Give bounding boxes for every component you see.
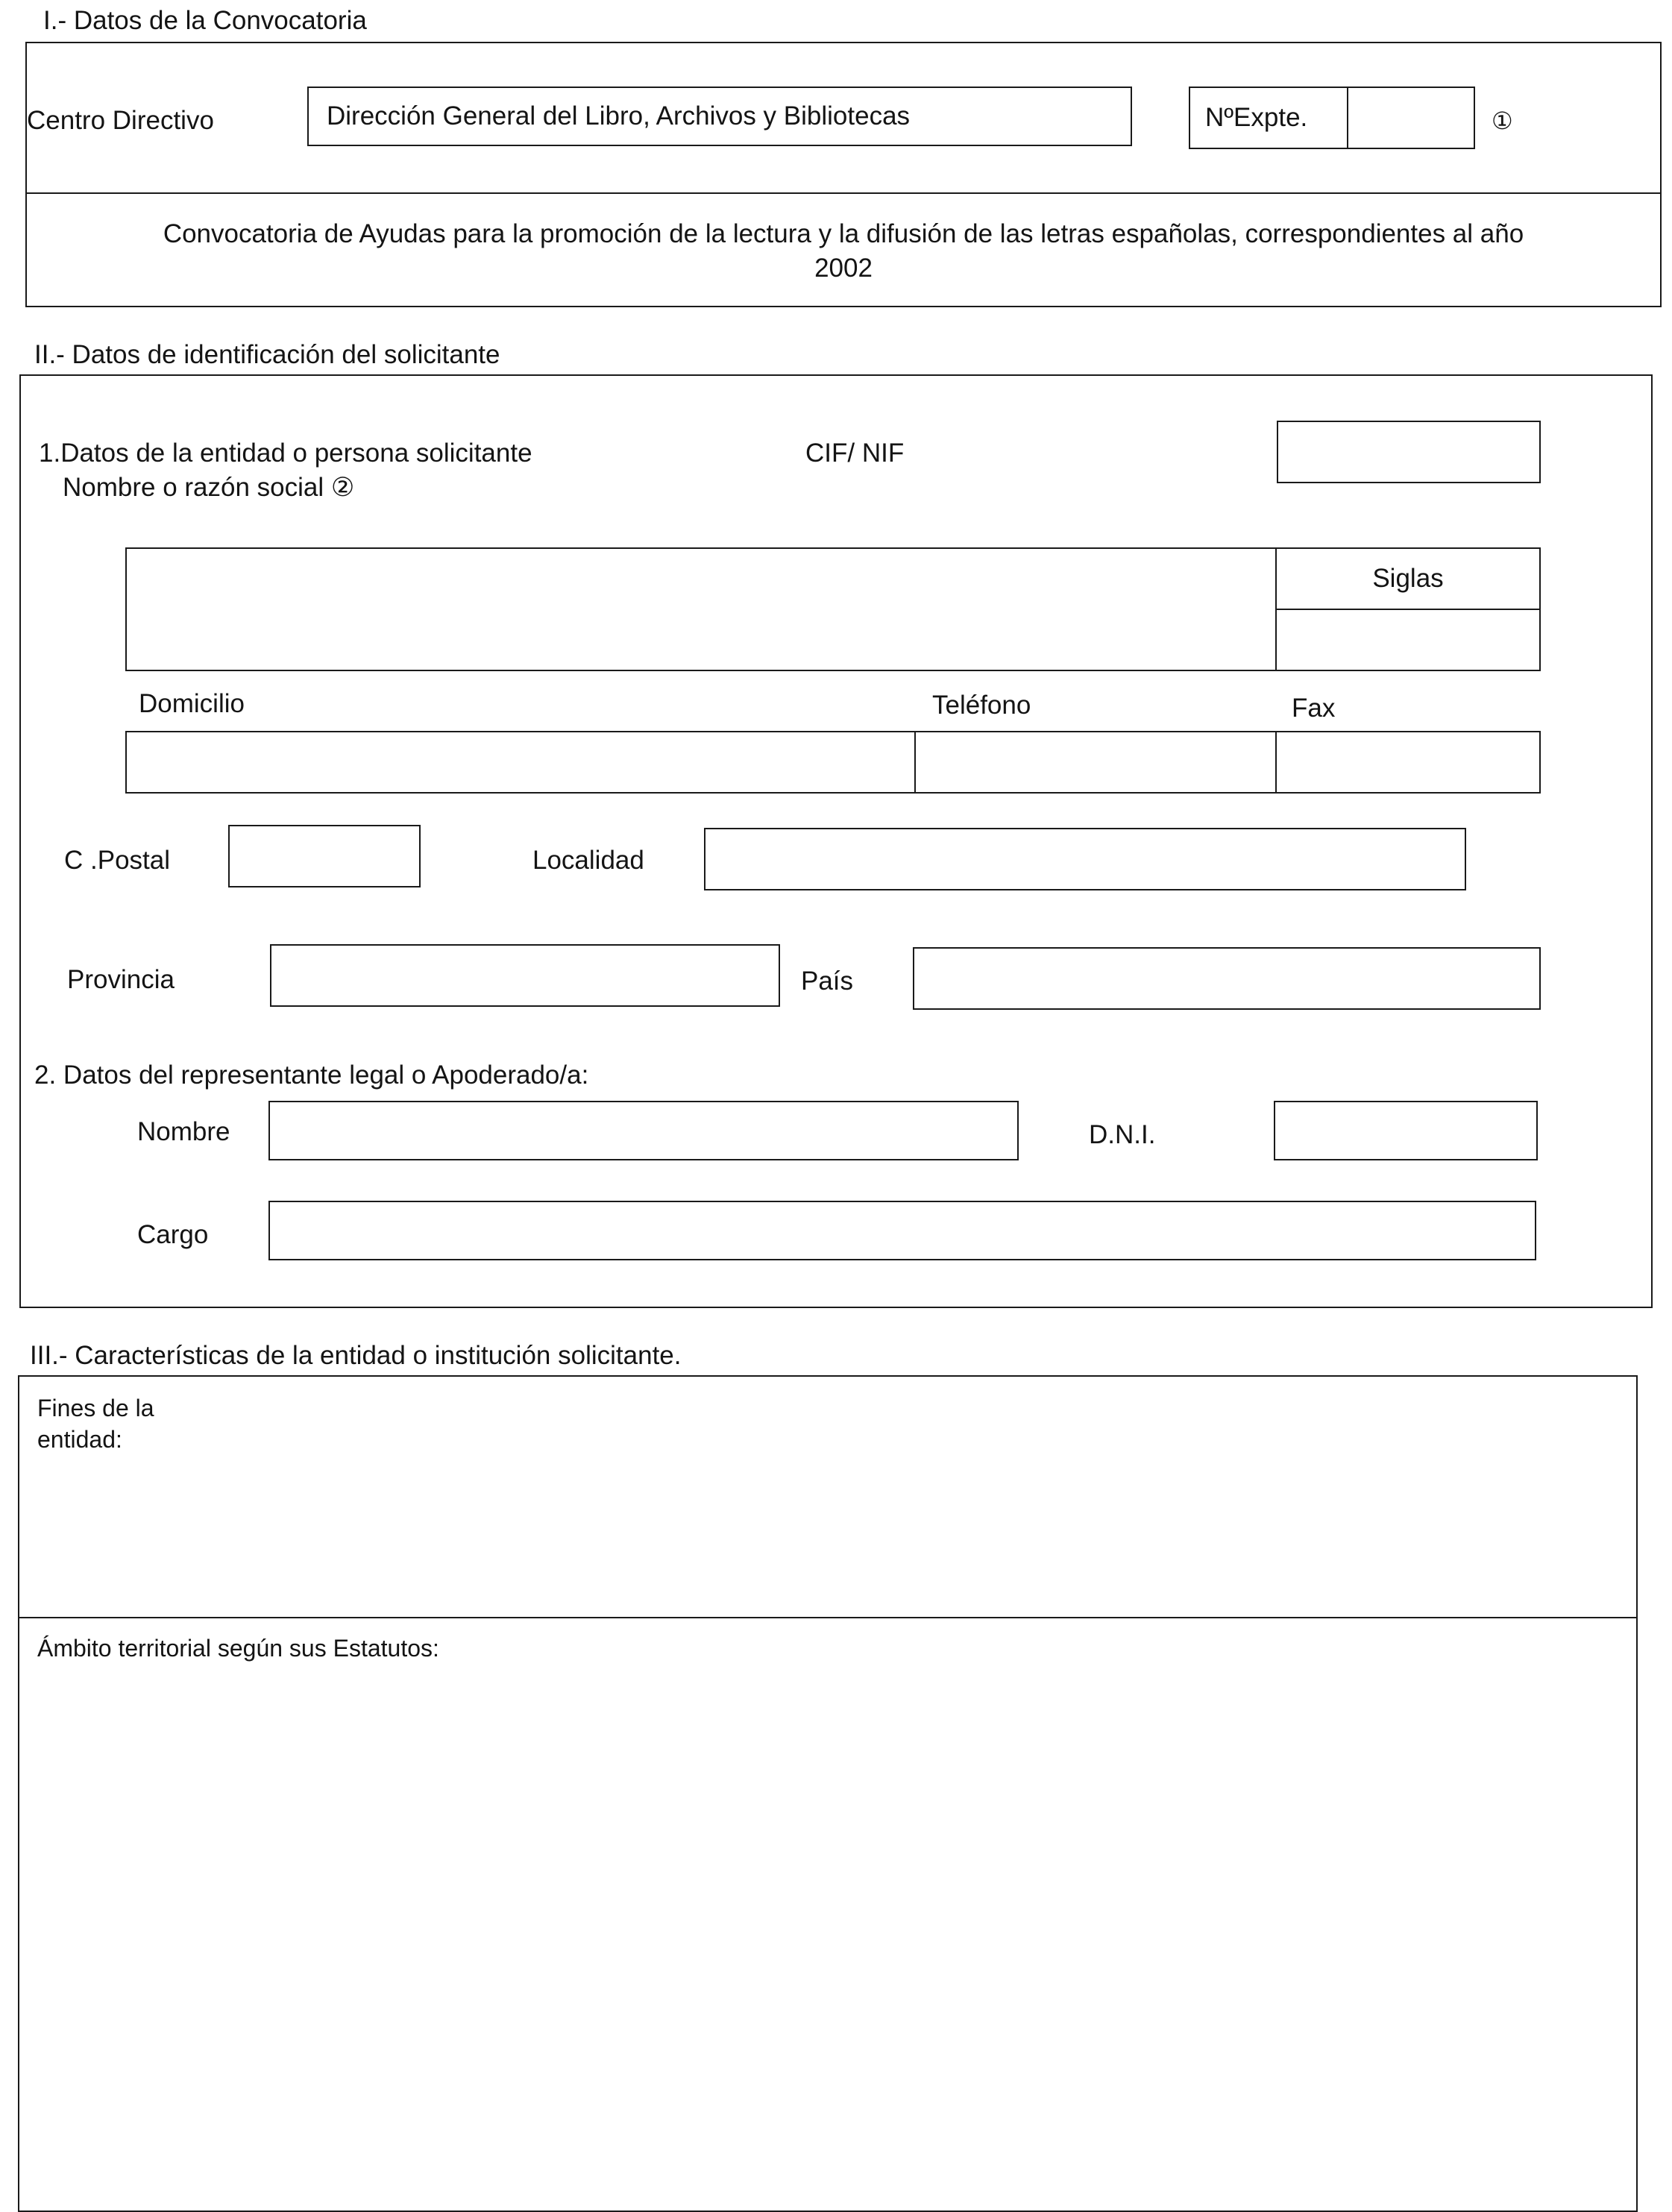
section-1-title: I.- Datos de la Convocatoria: [43, 6, 367, 35]
nombre-razon-social-input[interactable]: [125, 547, 1277, 671]
dni-input[interactable]: [1274, 1101, 1538, 1160]
section-3-title: III.- Características de la entidad o institución solicitante.: [30, 1341, 682, 1370]
fines-textarea[interactable]: [179, 1392, 1621, 1611]
codigo-postal-input[interactable]: [228, 825, 421, 887]
provincia-input[interactable]: [270, 944, 780, 1007]
section-3-divider: [18, 1617, 1638, 1618]
localidad-input[interactable]: [704, 828, 1466, 890]
domicilio-label: Domicilio: [139, 689, 245, 718]
centro-directivo-field[interactable]: [307, 87, 1132, 146]
telefono-label: Teléfono: [932, 691, 1031, 720]
expediente-label: NºExpte.: [1205, 103, 1308, 132]
cif-nif-input[interactable]: [1277, 421, 1541, 483]
fax-label: Fax: [1292, 694, 1336, 723]
dni-label: D.N.I.: [1089, 1120, 1156, 1149]
cargo-input[interactable]: [268, 1201, 1536, 1260]
expediente-input[interactable]: [1347, 87, 1475, 149]
fines-label-line-1: Fines de la: [37, 1395, 154, 1421]
pais-input[interactable]: [913, 947, 1541, 1010]
fines-label-line-2: entidad:: [37, 1426, 122, 1453]
note-marker-1: ①: [1492, 107, 1513, 134]
section-2-title: II.- Datos de identificación del solicitante: [34, 340, 500, 369]
expediente-label-box: [1189, 87, 1348, 149]
nombre-razon-social-label: Nombre o razón social ②: [63, 473, 355, 502]
codigo-postal-label: C .Postal: [64, 846, 170, 875]
pais-label: País: [801, 967, 854, 996]
representante-nombre-input[interactable]: [268, 1101, 1019, 1160]
subsection-2-title: 2. Datos del representante legal o Apoderado/a:: [34, 1061, 589, 1090]
siglas-label-box: [1275, 547, 1541, 610]
centro-directivo-label: Centro Directivo: [27, 106, 214, 135]
siglas-label: Siglas: [1372, 564, 1444, 593]
telefono-input[interactable]: [914, 731, 1277, 794]
fax-input[interactable]: [1275, 731, 1541, 794]
cif-nif-label: CIF/ NIF: [805, 439, 905, 468]
siglas-input[interactable]: [1275, 609, 1541, 671]
ambito-textarea[interactable]: [37, 1675, 1621, 2193]
ambito-label: Ámbito territorial según sus Estatutos:: [37, 1635, 439, 1662]
cargo-label: Cargo: [137, 1220, 209, 1249]
centro-directivo-value: Dirección General del Libro, Archivos y Bibliotecas: [327, 101, 911, 131]
convocatoria-line-2: 2002: [814, 254, 873, 283]
provincia-label: Provincia: [67, 965, 175, 994]
domicilio-input[interactable]: [125, 731, 916, 794]
representante-nombre-label: Nombre: [137, 1117, 230, 1146]
section-1-divider: [25, 192, 1662, 194]
convocatoria-line-1: Convocatoria de Ayudas para la promoción de la lectura y la difusión de las letras españolas, correspondientes al año: [163, 219, 1524, 248]
localidad-label: Localidad: [532, 846, 644, 875]
subsection-1-title: 1.Datos de la entidad o persona solicitante: [39, 439, 532, 468]
